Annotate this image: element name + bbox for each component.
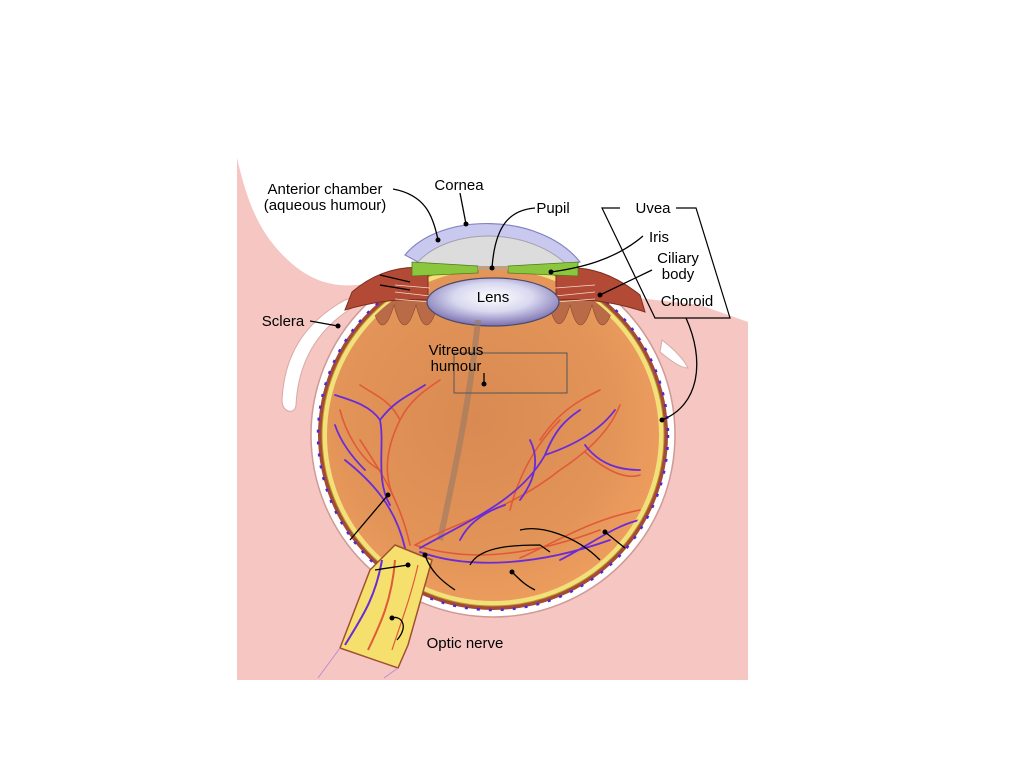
anterior-chamber-label: Anterior chamber — [267, 181, 383, 198]
vitreous-label: Vitreous — [428, 342, 484, 359]
ciliary-body-label-sub: body — [661, 266, 695, 283]
optic-nerve-label: Optic nerve — [426, 635, 504, 652]
ciliary-body-label: Ciliary — [657, 250, 699, 267]
cornea-label: Cornea — [434, 177, 484, 194]
anterior-chamber-label-sub: (aqueous humour) — [263, 197, 387, 214]
lens-label: Lens — [476, 289, 510, 306]
uvea-label: Uvea — [635, 200, 671, 217]
sclera-label: Sclera — [261, 313, 305, 330]
choroid-label: Choroid — [660, 293, 714, 310]
pupil-label: Pupil — [536, 200, 570, 217]
vitreous-label-sub: humour — [430, 358, 482, 375]
iris-label: Iris — [649, 229, 669, 246]
